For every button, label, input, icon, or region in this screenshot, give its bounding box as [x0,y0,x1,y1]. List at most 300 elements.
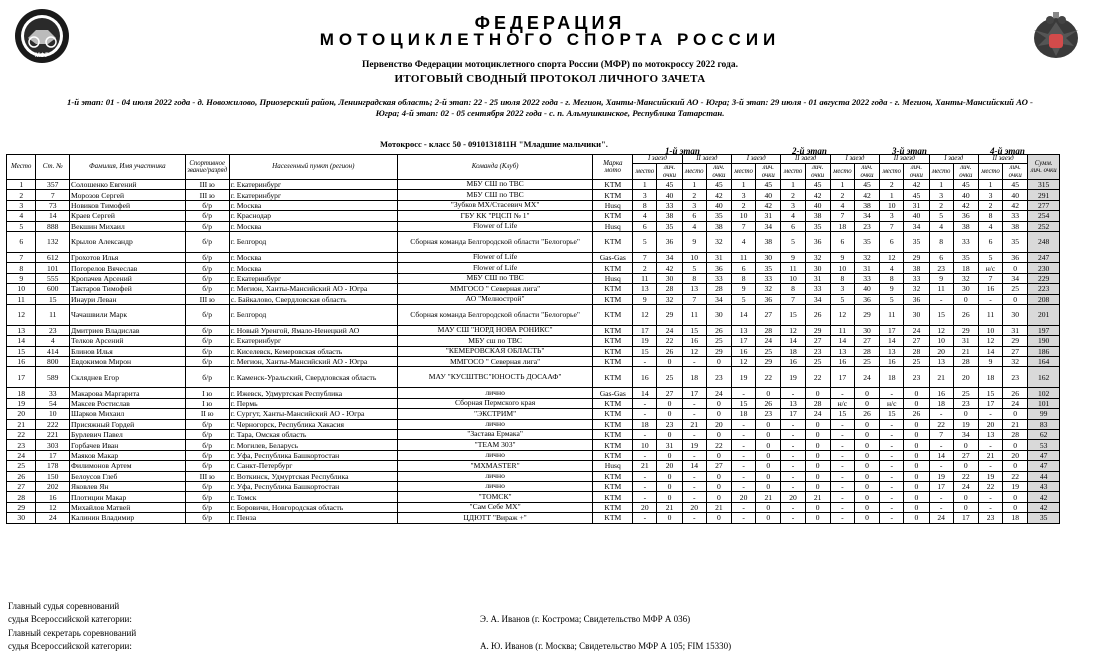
cell-place: 15 [7,346,36,356]
cell-heat-points: 0 [1003,502,1028,512]
cell-name: Кропачев Арсений [70,273,186,283]
table-row [7,513,1060,523]
heat-header: II заезд [781,155,830,164]
cell-number: 54 [36,398,70,408]
cell-heat-points: 0 [805,419,830,429]
cell-heat-place: 19 [781,367,805,388]
cell-heat-place: 5 [978,252,1002,262]
cell-heat-place: 15 [682,325,706,335]
cell-team: лично [397,450,592,460]
cell-heat-points: 35 [756,263,781,273]
cell-heat-points: 23 [706,367,731,388]
cell-heat-place: 16 [978,284,1002,294]
cell-heat-place: 17 [880,325,904,335]
cell-heat-place: 23 [978,513,1002,523]
cell-heat-place: 10 [830,263,854,273]
sub-place-header: место [732,164,756,180]
cell-heat-points: 42 [1003,200,1028,210]
cell-moto: Husq [593,273,633,283]
cell-heat-place: 13 [880,346,904,356]
cell-heat-points: 34 [805,294,830,304]
table-row [7,325,1060,335]
cell-heat-place: 20 [929,346,953,356]
cell-heat-points: 27 [756,304,781,325]
cell-rank: б/р [185,252,229,262]
cell-place: 14 [7,336,36,346]
federation-title-line1: ФЕДЕРАЦИЯ [474,13,626,33]
cell-heat-points: 20 [1003,450,1028,460]
cell-heat-place: 6 [978,231,1002,252]
cell-number: 17 [36,450,70,460]
cell-heat-points: 42 [854,190,879,200]
cell-heat-points: 23 [854,221,879,231]
cell-heat-place: - [682,513,706,523]
cell-heat-points: 24 [904,325,929,335]
sub-place-header: место [633,164,657,180]
cell-heat-place: 16 [682,336,706,346]
cell-name: Горбачев Иван [70,440,186,450]
cell-heat-place: - [830,419,854,429]
cell-heat-place: - [880,430,904,440]
cell-heat-points: 32 [657,294,682,304]
cell-sum: 223 [1028,284,1060,294]
sub-place-header: место [929,164,953,180]
cell-name: Плотицин Макар [70,492,186,502]
cell-moto: KTM [593,367,633,388]
cell-place: 17 [7,367,36,388]
cell-heat-points: 24 [657,325,682,335]
cell-sum: 164 [1028,357,1060,367]
cell-heat-points: 25 [1003,284,1028,294]
championship-title: Первенство Федерации мотоциклетного спорта России (МФР) по мотокроссу 2022 года. [362,60,738,70]
cell-heat-points: 0 [657,481,682,491]
cell-heat-points: 0 [706,398,731,408]
cell-heat-place: 3 [880,211,904,221]
cell-name: Белоусов Глеб [70,471,186,481]
cell-place: 19 [7,398,36,408]
cell-name: Шарков Михаил [70,409,186,419]
secretary-label-2: судья Всероссийской категории: [8,640,132,651]
cell-heat-points: 0 [953,440,978,450]
cell-heat-place: - [633,398,657,408]
cell-heat-points: 0 [706,471,731,481]
cell-heat-place: 19 [682,440,706,450]
cell-heat-points: 19 [953,419,978,429]
cell-heat-place: - [830,388,854,398]
cell-heat-points: 25 [854,357,879,367]
cell-heat-points: 0 [805,440,830,450]
cell-heat-place: 16 [633,367,657,388]
cell-heat-points: 29 [953,325,978,335]
federation-title-line2: МОТОЦИКЛЕТНОГО СПОРТА РОССИИ [319,30,781,49]
col-place-header: Место [7,155,36,180]
cell-moto: KTM [593,304,633,325]
cell-heat-place: 1 [682,180,706,190]
class-line: Мотокросс - класс 50 - 0910131811Н "Младшие мальчики". [380,139,608,149]
cell-heat-place: - [781,388,805,398]
cell-heat-place: 9 [978,357,1002,367]
cell-sum: 208 [1028,294,1060,304]
cell-heat-place: 16 [781,357,805,367]
cell-heat-points: 0 [805,471,830,481]
table-row [7,252,1060,262]
cell-heat-place: 3 [978,190,1002,200]
heat-header: II заезд [682,155,731,164]
cell-rank: б/р [185,440,229,450]
cell-name: Яковлев Ян [70,481,186,491]
stages-description [10,97,1090,119]
cell-moto: KTM [593,502,633,512]
cell-heat-place: 9 [830,252,854,262]
sub-place-header: место [880,164,904,180]
cell-heat-points: 21 [756,492,781,502]
cell-team: "TEAM 303" [397,440,592,450]
cell-rank: б/р [185,304,229,325]
cell-heat-points: 0 [805,430,830,440]
cell-heat-points: 26 [854,409,879,419]
cell-number: 414 [36,346,70,356]
cell-heat-place: - [830,513,854,523]
cell-place: 13 [7,325,36,335]
cell-city: г. Пермь [229,398,397,408]
cell-heat-place: - [830,461,854,471]
cell-sum: 62 [1028,430,1060,440]
cell-rank: III ю [185,471,229,481]
cell-heat-place: 11 [682,304,706,325]
cell-heat-points: 29 [854,304,879,325]
cell-heat-points: 29 [756,357,781,367]
cell-heat-points: 36 [657,231,682,252]
cell-place: 23 [7,440,36,450]
cell-heat-points: 34 [706,294,731,304]
cell-place: 25 [7,461,36,471]
cell-heat-points: 27 [657,388,682,398]
cell-team: "ТОМСК" [397,492,592,502]
cell-heat-place: 3 [929,190,953,200]
cell-heat-points: 32 [854,252,879,262]
table-row [7,273,1060,283]
cell-heat-place: - [781,440,805,450]
cell-heat-place: 7 [929,430,953,440]
cell-heat-place: 14 [978,346,1002,356]
cell-heat-place: 12 [978,336,1002,346]
cell-city: г. Екатеринбург [229,273,397,283]
cell-heat-place: 15 [633,346,657,356]
cell-heat-points: 34 [1003,273,1028,283]
cell-heat-place: - [732,440,756,450]
cell-heat-place: 1 [830,180,854,190]
cell-heat-place: - [781,481,805,491]
cell-team: Flower of Life [397,263,592,273]
cell-heat-place: 11 [781,263,805,273]
cell-heat-place: 21 [978,450,1002,460]
cell-heat-place: - [880,481,904,491]
cell-place: 4 [7,211,36,221]
cell-number: 101 [36,263,70,273]
cell-heat-points: 34 [854,211,879,221]
cell-heat-points: 29 [805,325,830,335]
cell-number: 7 [36,190,70,200]
cell-heat-points: 35 [854,231,879,252]
cell-team: "Застава Ермака" [397,430,592,440]
judge-label-2: судья Всероссийской категории: [8,614,132,625]
cell-heat-points: 0 [657,357,682,367]
cell-heat-place: 6 [781,221,805,231]
table-row [7,430,1060,440]
cell-heat-place: 18 [880,367,904,388]
cell-heat-place: 14 [880,336,904,346]
cell-heat-place: 7 [781,294,805,304]
cell-heat-place: 4 [633,211,657,221]
heat-header: II заезд [978,155,1027,164]
cell-heat-points: 32 [706,231,731,252]
cell-number: 222 [36,419,70,429]
cell-city: г. Екатеринбург [229,336,397,346]
cell-rank: I ю [185,398,229,408]
cell-heat-place: 11 [830,325,854,335]
cell-heat-points: 36 [706,263,731,273]
cell-heat-points: 45 [854,180,879,190]
heat-header: I заезд [732,155,781,164]
table-row [7,492,1060,502]
cell-number: 612 [36,252,70,262]
cell-heat-points: 0 [706,450,731,460]
cell-heat-place: - [978,294,1002,304]
cell-moto: Gas-Gas [593,388,633,398]
cell-heat-points: 25 [756,346,781,356]
cell-heat-points: 0 [904,440,929,450]
cell-heat-points: 45 [904,190,929,200]
cell-heat-place: 8 [732,273,756,283]
cell-heat-points: 0 [756,502,781,512]
cell-heat-points: 0 [756,419,781,429]
cell-heat-place: 16 [880,357,904,367]
cell-heat-points: 0 [805,481,830,491]
cell-heat-points: 0 [854,461,879,471]
cell-heat-place: 22 [929,419,953,429]
cell-heat-place: - [682,481,706,491]
cell-heat-place: - [682,450,706,460]
cell-heat-place: 5 [682,263,706,273]
cell-heat-points: 28 [953,357,978,367]
cell-sum: 47 [1028,450,1060,460]
cell-name: Тактаров Тимофей [70,284,186,294]
cell-heat-place: - [880,502,904,512]
cell-rank: III ю [185,294,229,304]
cell-moto: KTM [593,325,633,335]
table-row [7,180,1060,190]
cell-name: Чачашвили Марк [70,304,186,325]
cell-heat-points: 25 [953,388,978,398]
cell-city: г. Сургут, Ханты-Мансийский АО - Югра [229,409,397,419]
cell-heat-points: 19 [1003,481,1028,491]
cell-heat-points: 27 [953,450,978,460]
cell-heat-points: 35 [953,252,978,262]
cell-place: 8 [7,263,36,273]
cell-heat-points: 22 [706,440,731,450]
cell-heat-points: 30 [1003,304,1028,325]
cell-heat-points: 25 [706,336,731,346]
cell-rank: б/р [185,492,229,502]
cell-city: г. Москва [229,252,397,262]
cell-heat-place: 11 [929,284,953,294]
cell-heat-points: 0 [953,492,978,502]
cell-heat-points: 36 [805,231,830,252]
cell-heat-place: 12 [880,252,904,262]
cell-heat-place: 13 [978,430,1002,440]
cell-sum: 186 [1028,346,1060,356]
cell-heat-place: 7 [880,221,904,231]
cell-moto: KTM [593,513,633,523]
cell-heat-place: 14 [929,450,953,460]
cell-heat-points: 38 [904,263,929,273]
cell-place: 22 [7,430,36,440]
cell-team: МБУ СШ по ТВС [397,190,592,200]
cell-heat-points: 42 [953,200,978,210]
cell-heat-place: 14 [781,336,805,346]
cell-heat-place: 24 [929,513,953,523]
cell-moto: KTM [593,336,633,346]
cell-heat-points: 42 [904,180,929,190]
cell-heat-place: 17 [929,481,953,491]
cell-heat-place: 4 [732,231,756,252]
cell-number: 33 [36,388,70,398]
cell-rank: б/р [185,284,229,294]
cell-place: 11 [7,294,36,304]
cell-number: 303 [36,440,70,450]
col-sum-header: Сумм. лич. очки [1028,155,1060,180]
cell-city: г. Екатеринбург [229,180,397,190]
cell-heat-points: 36 [1003,252,1028,262]
cell-name: Евдокимов Мирон [70,357,186,367]
col-rank-header: Спортивное звание/разряд [185,155,229,180]
cell-heat-points: 23 [904,367,929,388]
cell-heat-points: 31 [904,200,929,210]
cell-heat-place: - [880,492,904,502]
cell-heat-place: 2 [732,200,756,210]
heat-header: II заезд [880,155,929,164]
cell-heat-points: 27 [904,336,929,346]
cell-heat-points: 0 [657,492,682,502]
cell-heat-points: 32 [805,252,830,262]
cell-moto: KTM [593,481,633,491]
table-row [7,471,1060,481]
cell-rank: б/р [185,430,229,440]
cell-number: 150 [36,471,70,481]
cell-heat-place: 11 [978,304,1002,325]
judge-label-1: Главный судья соревнований [8,601,120,611]
cell-heat-place: - [781,513,805,523]
cell-heat-place: 12 [682,346,706,356]
cell-name: Новиков Тимофей [70,200,186,210]
cell-number: 132 [36,231,70,252]
cell-heat-points: 33 [756,273,781,283]
cell-heat-points: 45 [657,180,682,190]
cell-number: 14 [36,211,70,221]
cell-sum: 43 [1028,481,1060,491]
cell-heat-points: 0 [657,398,682,408]
cell-heat-place: 9 [633,294,657,304]
cell-heat-points: 0 [904,419,929,429]
cell-heat-place: - [633,471,657,481]
cell-heat-points: 24 [854,367,879,388]
cell-heat-points: 0 [854,513,879,523]
cell-heat-place: - [929,461,953,471]
cell-heat-points: 26 [1003,388,1028,398]
cell-city: г. Новый Уренгой, Ямало-Ненецкий АО [229,325,397,335]
cell-heat-points: 0 [953,294,978,304]
cell-heat-points: 30 [953,284,978,294]
cell-heat-place: - [682,357,706,367]
logo-text: МФР [34,53,50,59]
cell-heat-place: - [880,471,904,481]
cell-heat-place: 2 [682,190,706,200]
cell-heat-points: 0 [854,419,879,429]
cell-heat-points: 0 [756,513,781,523]
cell-heat-place: 20 [732,492,756,502]
cell-heat-points: 0 [706,513,731,523]
table-row [7,450,1060,460]
cell-heat-points: 31 [706,252,731,262]
cell-heat-place: - [830,471,854,481]
cell-heat-place: 10 [633,440,657,450]
cell-team: ММГОСО " Северная лига" [397,357,592,367]
cell-heat-place: н/с [880,398,904,408]
table-row [7,211,1060,221]
cell-heat-points: 42 [657,263,682,273]
cell-heat-place: 21 [929,367,953,388]
cell-sum: 190 [1028,336,1060,346]
cell-moto: KTM [593,450,633,460]
cell-heat-points: 33 [805,284,830,294]
cell-city: г. Каменск-Уральский, Свердловская область [229,367,397,388]
cell-heat-points: 0 [904,461,929,471]
cell-heat-points: 36 [904,294,929,304]
cell-heat-points: 32 [904,284,929,294]
cell-sum: 201 [1028,304,1060,325]
cell-sum: 197 [1028,325,1060,335]
cell-heat-points: 21 [706,502,731,512]
cell-heat-points: 24 [756,336,781,346]
cell-heat-points: 0 [756,461,781,471]
cell-heat-place: 2 [781,190,805,200]
cell-heat-place: 6 [929,252,953,262]
cell-heat-place: 17 [682,388,706,398]
cell-heat-place: 13 [929,357,953,367]
cell-number: 24 [36,513,70,523]
cell-heat-place: - [880,513,904,523]
cell-heat-place: 11 [732,252,756,262]
cell-heat-points: 22 [1003,471,1028,481]
cell-heat-points: 24 [706,388,731,398]
cell-heat-place: 4 [830,200,854,210]
cell-heat-points: 35 [1003,231,1028,252]
cell-heat-points: 0 [805,513,830,523]
sub-points-header: лич. очки [805,164,830,180]
cell-heat-place: 19 [929,471,953,481]
cell-heat-points: 30 [805,263,830,273]
cell-heat-points: 23 [756,409,781,419]
table-row [7,440,1060,450]
cell-city: с. Байкалово, Свердловская область [229,294,397,304]
cell-heat-points: 0 [657,430,682,440]
cell-heat-points: 28 [756,325,781,335]
results-table [6,154,1060,524]
cell-heat-place: 18 [830,221,854,231]
cell-name: Морозов Сергей [70,190,186,200]
cell-heat-place: - [732,430,756,440]
cell-team: лично [397,388,592,398]
